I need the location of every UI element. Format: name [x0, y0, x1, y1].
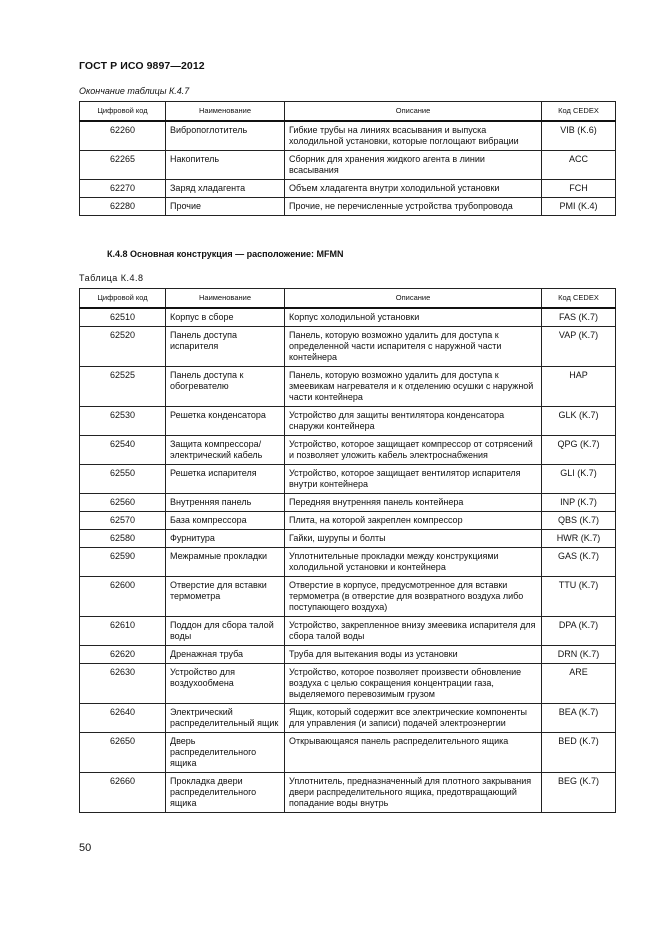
cell-code: 62570 [80, 511, 166, 529]
cell-code: 62650 [80, 732, 166, 772]
cell-description: Уплотнительные прокладки между конструкциями холодильной установки и контейнера [285, 547, 542, 576]
table-body [80, 121, 616, 216]
cell-cedex: HWR (K.7) [542, 529, 616, 547]
cell-code: 62580 [80, 529, 166, 547]
cell-name: Панель доступа к обогревателю [166, 366, 285, 406]
cell-description: Устройство для защиты вентилятора конденсатора снаружи контейнера [285, 406, 542, 435]
cell-description: Отверстие в корпусе, предусмотренное для вставки термометра (в отверстие для возвратного воздуха либо поступающего воздуха) [285, 576, 542, 616]
section-heading: К.4.8 Основная конструкция — расположение: MFMN [107, 249, 344, 259]
table-row [80, 121, 616, 151]
table-row [80, 703, 616, 732]
table-row [80, 732, 616, 772]
cell-name: Корпус в сборе [166, 308, 285, 327]
cell-cedex: DPA (K.7) [542, 616, 616, 645]
column-header-name: Наименование [166, 102, 285, 121]
cell-code: 62630 [80, 663, 166, 703]
cell-description: Ящик, который содержит все электрические компоненты для управления (и записи) подачей электроэнергии [285, 703, 542, 732]
table-header-row [80, 289, 616, 308]
cell-code: 62660 [80, 772, 166, 812]
cell-name: Накопитель [166, 150, 285, 179]
cell-code: 62510 [80, 308, 166, 327]
cell-cedex: GAS (K.7) [542, 547, 616, 576]
page-number: 50 [79, 842, 92, 854]
table-k48 [79, 288, 616, 813]
table-row [80, 663, 616, 703]
column-header-cedex: Код CEDEX [542, 102, 616, 121]
cell-code: 62530 [80, 406, 166, 435]
table-caption-continuation: Окончание таблицы К.4.7 [79, 86, 190, 96]
document-header: ГОСТ Р ИСО 9897—2012 [79, 60, 205, 72]
cell-code: 62270 [80, 179, 166, 197]
cell-cedex: QPG (K.7) [542, 435, 616, 464]
table-row [80, 511, 616, 529]
table-row [80, 547, 616, 576]
cell-name: Фурнитура [166, 529, 285, 547]
column-header-description: Описание [285, 102, 542, 121]
cell-name: Прокладка двери распределительного ящика [166, 772, 285, 812]
cell-cedex: GLK (K.7) [542, 406, 616, 435]
cell-name: Заряд хладагента [166, 179, 285, 197]
cell-description: Панель, которую возможно удалить для доступа к змеевикам нагревателя и к отделению осушки с наружной части контейнера [285, 366, 542, 406]
cell-description: Устройство, закрепленное внизу змеевика испарителя для сбора талой воды [285, 616, 542, 645]
table-row [80, 326, 616, 366]
cell-cedex: PMI (K.4) [542, 197, 616, 215]
column-header-cedex: Код CEDEX [542, 289, 616, 308]
cell-description: Гайки, шурупы и болты [285, 529, 542, 547]
cell-cedex: DRN (K.7) [542, 645, 616, 663]
cell-description: Корпус холодильной установки [285, 308, 542, 327]
table-row [80, 197, 616, 215]
table-row [80, 150, 616, 179]
cell-name: Устройство для воздухообмена [166, 663, 285, 703]
cell-code: 62280 [80, 197, 166, 215]
cell-cedex: ACC [542, 150, 616, 179]
cell-description: Прочие, не перечисленные устройства трубопровода [285, 197, 542, 215]
table-row [80, 493, 616, 511]
table-row [80, 772, 616, 812]
column-header-code: Цифровой код [80, 289, 166, 308]
cell-cedex: FAS (K.7) [542, 308, 616, 327]
cell-name: Поддон для сбора талой воды [166, 616, 285, 645]
table-row [80, 435, 616, 464]
cell-description: Устройство, которое защищает компрессор от сотрясений и позволяет уложить кабель электроснабжения [285, 435, 542, 464]
cell-name: Отверстие для вставки термометра [166, 576, 285, 616]
table-row [80, 366, 616, 406]
cell-cedex: VIB (K.6) [542, 121, 616, 151]
cell-description: Плита, на которой закреплен компрессор [285, 511, 542, 529]
cell-code: 62265 [80, 150, 166, 179]
cell-name: Панель доступа испарителя [166, 326, 285, 366]
cell-name: Защита компрессора/электрический кабель [166, 435, 285, 464]
cell-description: Устройство, которое защищает вентилятор испарителя внутри контейнера [285, 464, 542, 493]
cell-name: Внутренняя панель [166, 493, 285, 511]
cell-description: Панель, которую возможно удалить для доступа к определенной части испарителя с наружной части контейнера [285, 326, 542, 366]
cell-name: Дренажная труба [166, 645, 285, 663]
table-body [80, 308, 616, 813]
table-row [80, 529, 616, 547]
table-row [80, 576, 616, 616]
cell-code: 62525 [80, 366, 166, 406]
cell-description: Труба для вытекания воды из установки [285, 645, 542, 663]
table-k47-end [79, 101, 616, 216]
cell-cedex: BEA (K.7) [542, 703, 616, 732]
cell-description: Открывающаяся панель распределительного ящика [285, 732, 542, 772]
table-row [80, 406, 616, 435]
cell-cedex: VAP (K.7) [542, 326, 616, 366]
cell-description: Уплотнитель, предназначенный для плотного закрывания двери распределительного ящика, предотвращающий попадание воды внутрь [285, 772, 542, 812]
cell-name: Межрамные прокладки [166, 547, 285, 576]
cell-code: 62620 [80, 645, 166, 663]
table-row [80, 645, 616, 663]
cell-cedex: INP (K.7) [542, 493, 616, 511]
cell-cedex: TTU (K.7) [542, 576, 616, 616]
cell-description: Гибкие трубы на линиях всасывания и выпуска холодильной установки, которые поглощают вибрации [285, 121, 542, 151]
cell-code: 62590 [80, 547, 166, 576]
cell-description: Устройство, которое позволяет произвести обновление воздуха с целью сокращения концентрации газа, выделяемого перевозимым грузом [285, 663, 542, 703]
cell-code: 62260 [80, 121, 166, 151]
cell-name: Решетка конденсатора [166, 406, 285, 435]
cell-cedex: ARE [542, 663, 616, 703]
cell-code: 62610 [80, 616, 166, 645]
cell-code: 62640 [80, 703, 166, 732]
column-header-code: Цифровой код [80, 102, 166, 121]
table-header-row [80, 102, 616, 121]
cell-description: Объем хладагента внутри холодильной установки [285, 179, 542, 197]
cell-cedex: BED (K.7) [542, 732, 616, 772]
cell-code: 62550 [80, 464, 166, 493]
cell-name: Дверь распределительного ящика [166, 732, 285, 772]
cell-name: Решетка испарителя [166, 464, 285, 493]
cell-description: Сборник для хранения жидкого агента в линии всасывания [285, 150, 542, 179]
cell-name: База компрессора [166, 511, 285, 529]
cell-cedex: FCH [542, 179, 616, 197]
cell-code: 62600 [80, 576, 166, 616]
cell-code: 62560 [80, 493, 166, 511]
column-header-description: Описание [285, 289, 542, 308]
cell-cedex: GLI (K.7) [542, 464, 616, 493]
cell-name: Электрический распределительный ящик [166, 703, 285, 732]
column-header-name: Наименование [166, 289, 285, 308]
table-row [80, 616, 616, 645]
table-row [80, 179, 616, 197]
cell-cedex: BEG (K.7) [542, 772, 616, 812]
cell-name: Прочие [166, 197, 285, 215]
table-row [80, 308, 616, 327]
cell-name: Вибропоглотитель [166, 121, 285, 151]
cell-code: 62520 [80, 326, 166, 366]
cell-cedex: QBS (K.7) [542, 511, 616, 529]
table-caption: Таблица К.4.8 [79, 273, 144, 283]
cell-cedex: HAP [542, 366, 616, 406]
table-row [80, 464, 616, 493]
cell-code: 62540 [80, 435, 166, 464]
cell-description: Передняя внутренняя панель контейнера [285, 493, 542, 511]
